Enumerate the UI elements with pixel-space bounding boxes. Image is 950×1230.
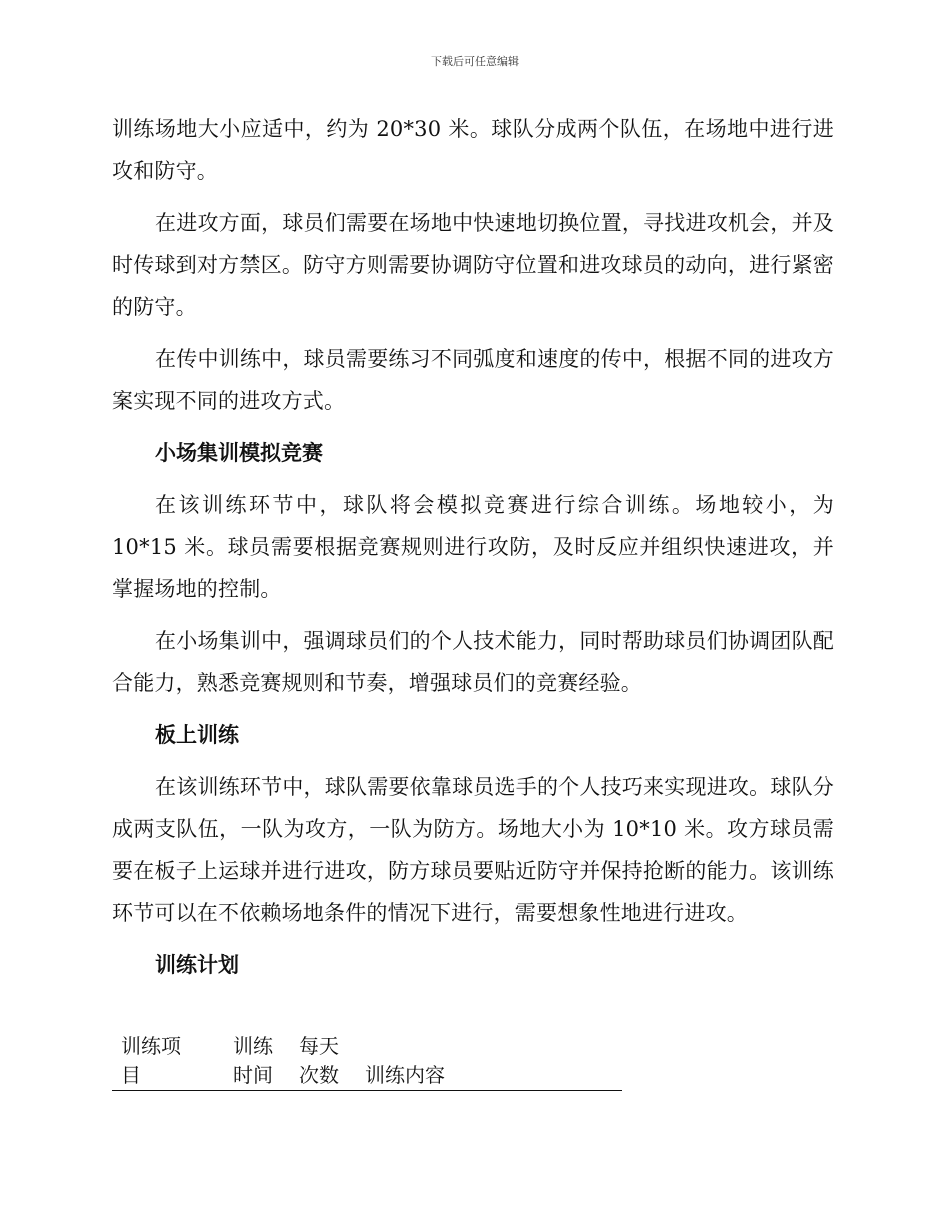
paragraph-small-field-sim: 在该训练环节中，球队将会模拟竞赛进行综合训练。场地较小，为 10*15 米。球员需要根据竞赛规则进行攻防，及时反应并组织快速进攻，并掌握场地的控制。	[112, 493, 834, 601]
paragraph-cross-training: 在传中训练中，球员需要练习不同弧度和速度的传中，根据不同的进攻方案实现不同的进攻方式。	[112, 347, 834, 413]
paragraph-board-training: 在该训练环节中，球队需要依靠球员选手的个人技巧来实现进攻。球队分成两支队伍，一队为攻方，一队为防方。场地大小为 10*10 米。攻方球员需要在板子上运球并进行进攻，防方球员要贴近防守并保持抢断的能力。该训练环节可以在不依赖场地条件的情况下进行，需要想象性地进行进攻。	[112, 775, 834, 925]
table-header-time: 训练 时间	[233, 1034, 273, 1087]
table-header-content: 训练内容	[365, 1063, 445, 1087]
table-header-row	[112, 1032, 622, 1090]
heading-training-plan: 训练计划	[155, 953, 239, 977]
page-header: 下载后可任意编辑	[431, 55, 519, 68]
document-body	[112, 108, 834, 996]
heading-small-field: 小场集训模拟竞赛	[155, 441, 323, 465]
paragraph-small-field-skills: 在小场集训中，强调球员们的个人技术能力，同时帮助球员们协调团队配合能力，熟悉竞赛规则和节奏，增强球员们的竞赛经验。	[112, 629, 834, 695]
paragraph-field-size: 训练场地大小应适中，约为 20*30 米。球队分成两个队伍，在场地中进行进攻和防守。	[112, 117, 834, 183]
heading-board-training: 板上训练	[155, 723, 239, 747]
training-plan-table	[112, 1032, 622, 1091]
table-header-item: 训练项 目	[121, 1034, 181, 1087]
paragraph-attack-defense: 在进攻方面，球员们需要在场地中快速地切换位置，寻找进攻机会，并及时传球到对方禁区。防守方则需要协调防守位置和进攻球员的动向，进行紧密的防守。	[112, 211, 834, 319]
table-header-count: 每天 次数	[299, 1034, 339, 1087]
